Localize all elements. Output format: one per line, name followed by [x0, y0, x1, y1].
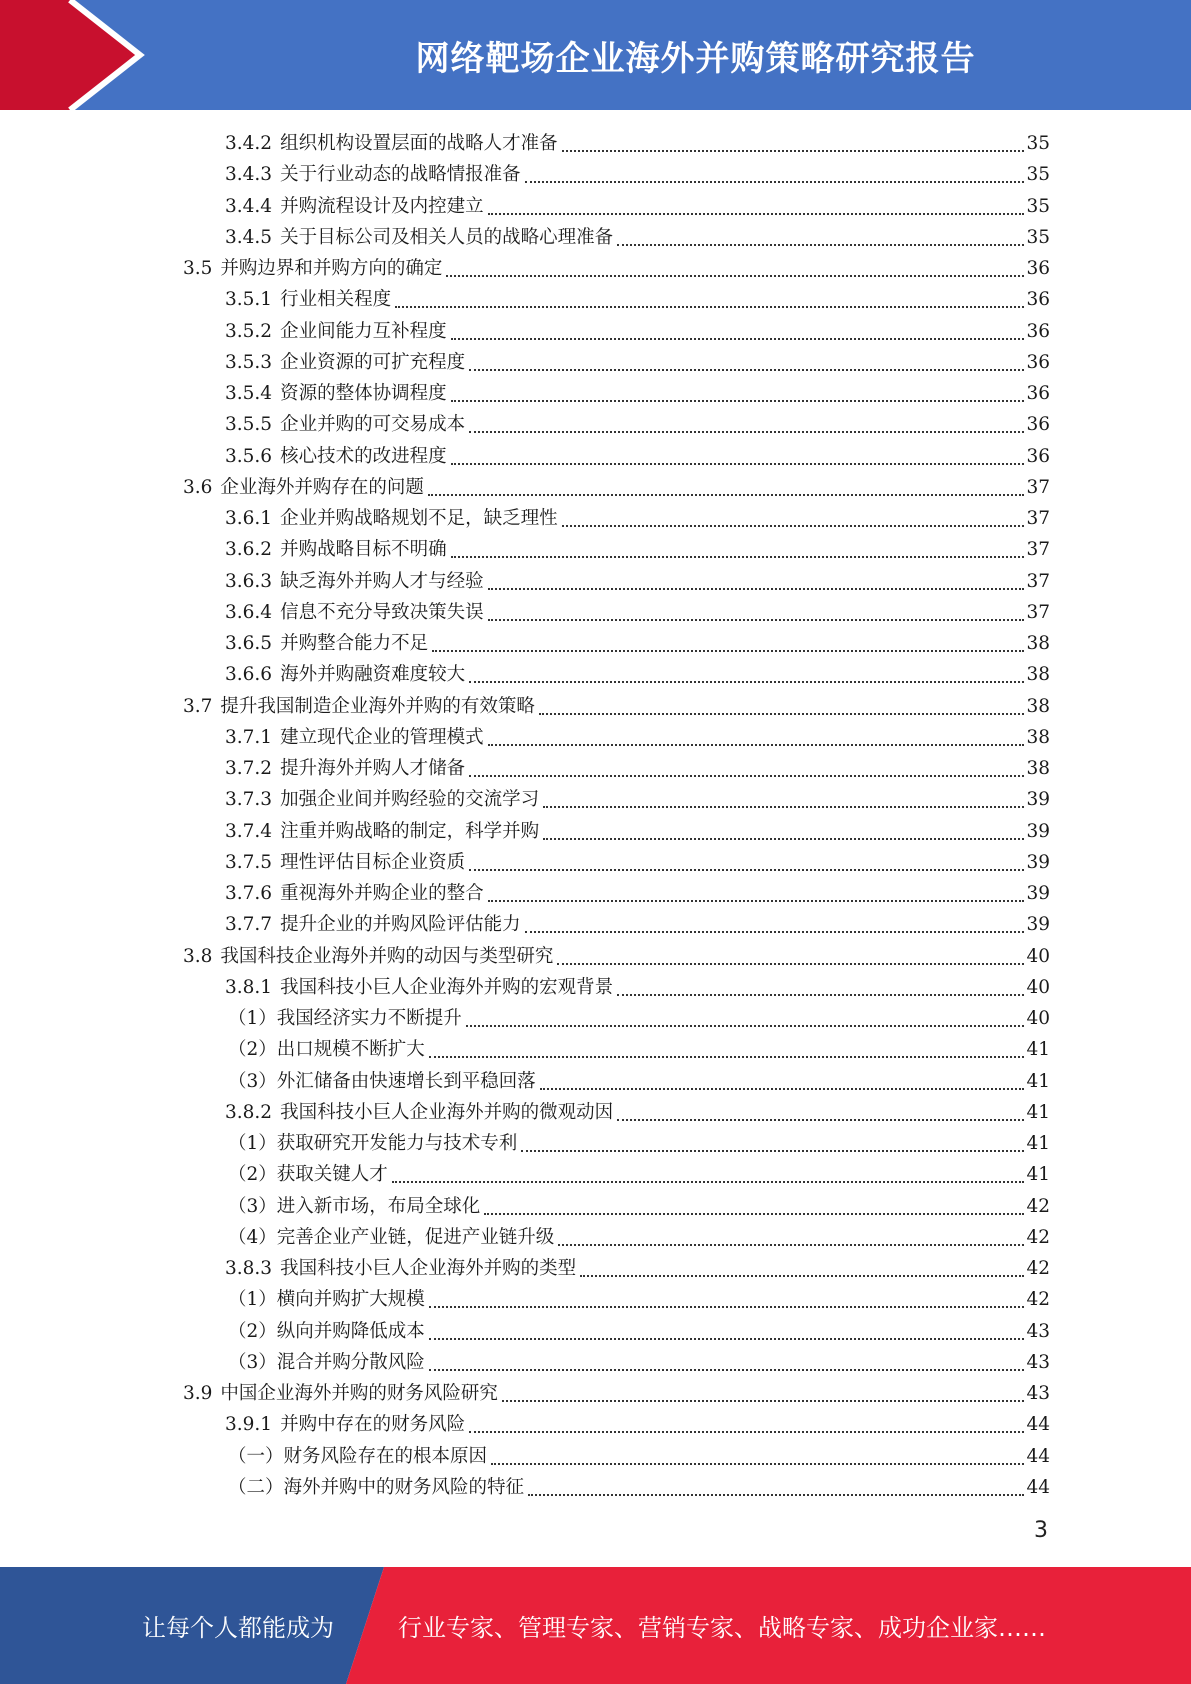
- toc-leader-dots: [525, 180, 1025, 183]
- toc-entry-number: 3.4.4: [225, 195, 273, 217]
- toc-entry-label: 提升海外并购人才储备: [280, 758, 466, 779]
- toc-entry[interactable]: [225, 347, 1050, 378]
- toc-entry[interactable]: [228, 1159, 1050, 1190]
- toc-leader-dots: [469, 868, 1024, 871]
- toc-entry-page: 41: [1026, 1039, 1050, 1061]
- toc-leader-dots: [528, 1493, 1024, 1496]
- toc-entry-page: 39: [1026, 789, 1050, 811]
- toc-entry-number: （一）: [228, 1445, 284, 1467]
- toc-entry[interactable]: [225, 628, 1050, 659]
- toc-entry[interactable]: [225, 972, 1050, 1003]
- toc-entry-page: 43: [1026, 1383, 1050, 1404]
- toc-leader-dots: [491, 1462, 1024, 1465]
- toc-entry-page: 39: [1026, 851, 1050, 873]
- toc-leader-dots: [428, 493, 1025, 496]
- toc-entry[interactable]: [225, 316, 1050, 347]
- toc-entry[interactable]: [228, 1284, 1050, 1315]
- toc-entry[interactable]: [225, 128, 1050, 159]
- toc-entry-page: 38: [1026, 695, 1050, 717]
- toc-entry-number: 3.5: [183, 258, 213, 279]
- toc-entry-label: 横向并购扩大规模: [276, 1289, 425, 1311]
- toc-leader-dots: [502, 1399, 1025, 1402]
- toc-entry-page: 38: [1026, 758, 1050, 779]
- toc-entry-label: 财务风险存在的根本原因: [283, 1445, 488, 1467]
- toc-entry-number: 3.7: [183, 695, 213, 717]
- toc-leader-dots: [429, 1368, 1025, 1371]
- toc-entry[interactable]: [225, 816, 1050, 847]
- toc-entry[interactable]: [225, 222, 1050, 253]
- toc-entry-number: 3.7.5: [225, 851, 273, 873]
- toc-entry[interactable]: [225, 847, 1050, 878]
- toc-entry[interactable]: [228, 1347, 1050, 1378]
- toc-entry-label: 提升企业的并购风险评估能力: [280, 914, 521, 936]
- toc-entry-label: 关于行业动态的战略情报准备: [280, 164, 521, 186]
- toc-entry-label: 混合并购分散风险: [276, 1351, 425, 1373]
- toc-entry-label: 信息不充分导致决策失误: [280, 601, 484, 623]
- toc-entry-label: 核心技术的改进程度: [280, 445, 447, 467]
- toc-entry-page: 40: [1026, 1008, 1050, 1029]
- toc-leader-dots: [429, 1337, 1025, 1340]
- toc-entry-label: 纵向并购降低成本: [276, 1320, 425, 1342]
- toc-entry-number: 3.7.7: [225, 914, 273, 936]
- toc-entry-page: 40: [1026, 976, 1050, 998]
- toc-entry[interactable]: [225, 378, 1050, 409]
- toc-entry-number: 3.4.3: [225, 164, 273, 186]
- toc-entry-number: （3）: [228, 1351, 277, 1373]
- toc-entry-label: 并购整合能力不足: [280, 633, 429, 654]
- toc-entry-label: 企业并购战略规划不足，缺乏理性: [280, 508, 558, 529]
- toc-entry-page: 41: [1026, 1101, 1050, 1123]
- toc-entry[interactable]: [225, 191, 1050, 222]
- toc-entry-number: （3）: [228, 1195, 277, 1217]
- toc-entry-page: 37: [1026, 539, 1050, 561]
- toc-leader-dots: [617, 993, 1024, 996]
- toc-entry-page: 42: [1026, 1195, 1050, 1217]
- toc-entry[interactable]: [225, 784, 1050, 815]
- toc-entry-label: 注重并购战略的制定，科学并购: [280, 820, 540, 842]
- toc-leader-dots: [488, 743, 1025, 746]
- toc-leader-dots: [562, 149, 1025, 152]
- toc-leader-dots: [540, 1087, 1025, 1090]
- toc-leader-dots: [543, 805, 1024, 808]
- toc-entry-page: 43: [1026, 1351, 1050, 1373]
- toc-entry-number: 3.9: [183, 1383, 213, 1404]
- toc-entry-number: 3.7.2: [225, 758, 273, 779]
- toc-entry[interactable]: [228, 1441, 1050, 1472]
- toc-entry[interactable]: [228, 1034, 1050, 1065]
- toc-entry-number: 3.5.4: [225, 383, 273, 404]
- toc-leader-dots: [451, 462, 1025, 465]
- toc-entry[interactable]: [225, 597, 1050, 628]
- toc-leader-dots: [432, 649, 1024, 652]
- toc-leader-dots: [451, 337, 1025, 340]
- toc-entry-number: 3.7.4: [225, 820, 273, 842]
- toc-entry-page: 44: [1026, 1476, 1050, 1498]
- toc-entry[interactable]: [183, 253, 1050, 284]
- toc-entry[interactable]: [225, 1097, 1050, 1128]
- toc-entry[interactable]: [225, 159, 1050, 190]
- toc-entry[interactable]: [228, 1222, 1050, 1253]
- toc-entry[interactable]: [225, 534, 1050, 565]
- toc-entry-page: 40: [1026, 945, 1050, 967]
- toc-entry-label: 获取研究开发能力与技术专利: [276, 1133, 518, 1154]
- toc-entry[interactable]: [183, 691, 1050, 722]
- toc-entry-number: 3.6: [183, 476, 213, 498]
- toc-entry[interactable]: [225, 441, 1050, 472]
- toc-entry-label: 提升我国制造企业海外并购的有效策略: [220, 695, 535, 717]
- toc-entry[interactable]: [225, 909, 1050, 940]
- toc-entry[interactable]: [183, 1378, 1050, 1409]
- toc-entry-label: 企业资源的可扩充程度: [280, 351, 466, 373]
- toc-entry-number: 3.5.5: [225, 414, 273, 436]
- footer-slogan-left: 让每个人都能成为: [142, 1614, 334, 1642]
- toc-entry-label: 进入新市场，布局全球化: [276, 1195, 481, 1217]
- toc-leader-dots: [617, 243, 1024, 246]
- toc-entry-number: 3.5.1: [225, 289, 273, 311]
- footer-banner: [0, 1567, 1191, 1684]
- toc-leader-dots: [543, 837, 1024, 840]
- toc-entry-label: 企业并购的可交易成本: [280, 414, 466, 436]
- toc-entry[interactable]: [225, 1409, 1050, 1440]
- toc-leader-dots: [617, 1118, 1024, 1121]
- toc-entry-label: 缺乏海外并购人才与经验: [280, 570, 484, 592]
- toc-entry-page: 39: [1026, 820, 1050, 842]
- toc-entry-page: 41: [1026, 1164, 1050, 1186]
- toc-entry-number: （2）: [228, 1164, 277, 1186]
- chevron-arrow-icon: [0, 0, 160, 110]
- toc-entry[interactable]: [228, 1316, 1050, 1347]
- toc-entry-page: 41: [1026, 1070, 1050, 1092]
- toc-entry-number: （1）: [228, 1008, 277, 1029]
- toc-entry-label: 外汇储备由快速增长到平稳回落: [276, 1070, 536, 1092]
- toc-entry-page: 36: [1026, 351, 1050, 373]
- toc-entry-page: 37: [1026, 508, 1050, 529]
- toc-entry-page: 43: [1026, 1320, 1050, 1342]
- toc-entry-label: 并购边界和并购方向的确定: [220, 258, 443, 279]
- toc-entry-label: 并购流程设计及内控建立: [280, 195, 484, 217]
- toc-entry-page: 42: [1026, 1258, 1050, 1279]
- footer-slogan-right: 行业专家、管理专家、营销专家、战略专家、成功企业家……: [398, 1614, 1046, 1642]
- toc-entry-label: 资源的整体协调程度: [280, 383, 447, 404]
- toc-entry-number: （二）: [228, 1476, 284, 1498]
- toc-entry-label: 海外并购中的财务风险的特征: [283, 1476, 525, 1498]
- toc-entry[interactable]: [225, 1253, 1050, 1284]
- toc-entry[interactable]: [183, 472, 1050, 503]
- toc-entry-label: 我国科技小巨人企业海外并购的宏观背景: [280, 976, 614, 998]
- toc-entry-number: 3.8: [183, 945, 213, 967]
- toc-entry-page: 36: [1026, 258, 1050, 279]
- toc-entry-label: 关于目标公司及相关人员的战略心理准备: [280, 226, 614, 248]
- toc-entry-number: 3.6.2: [225, 539, 273, 561]
- toc-entry-number: 3.7.3: [225, 789, 273, 811]
- toc-entry-label: 海外并购融资难度较大: [280, 664, 466, 686]
- toc-entry-label: 组织机构设置层面的战略人才准备: [280, 133, 558, 154]
- toc-entry[interactable]: [228, 1003, 1050, 1034]
- toc-leader-dots: [429, 1055, 1025, 1058]
- toc-entry-label: 我国科技企业海外并购的动因与类型研究: [220, 945, 554, 967]
- toc-entry-number: 3.7.1: [225, 726, 273, 748]
- toc-entry-label: 我国经济实力不断提升: [276, 1008, 462, 1029]
- toc-entry-page: 35: [1026, 226, 1050, 248]
- toc-entry-number: 3.8.3: [225, 1258, 273, 1279]
- toc-entry-label: 重视海外并购企业的整合: [280, 883, 484, 904]
- toc-entry-label: 获取关键人才: [276, 1164, 388, 1186]
- toc-leader-dots: [488, 899, 1025, 902]
- toc-entry-page: 37: [1026, 476, 1050, 498]
- toc-leader-dots: [451, 399, 1025, 402]
- toc-entry-label: 并购战略目标不明确: [280, 539, 447, 561]
- toc-entry[interactable]: [183, 941, 1050, 972]
- toc-entry-page: 35: [1026, 164, 1050, 186]
- toc-leader-dots: [469, 430, 1024, 433]
- toc-leader-dots: [469, 680, 1024, 683]
- toc-entry[interactable]: [225, 753, 1050, 784]
- toc-entry-page: 38: [1026, 726, 1050, 748]
- toc-entry-number: 3.4.2: [225, 133, 273, 154]
- toc-entry-label: 我国科技小巨人企业海外并购的类型: [280, 1258, 577, 1279]
- toc-entry-number: （1）: [228, 1289, 277, 1311]
- toc-entry-label: 企业海外并购存在的问题: [220, 476, 424, 498]
- toc-entry-page: 36: [1026, 289, 1050, 311]
- toc-leader-dots: [446, 274, 1024, 277]
- toc-leader-dots: [580, 1274, 1024, 1277]
- toc-entry-page: 39: [1026, 883, 1050, 904]
- toc-entry-number: 3.8.2: [225, 1101, 273, 1123]
- toc-leader-dots: [469, 1430, 1024, 1433]
- toc-leader-dots: [521, 1149, 1024, 1152]
- toc-entry-number: 3.5.3: [225, 351, 273, 373]
- toc-entry[interactable]: [225, 409, 1050, 440]
- toc-entry-label: 中国企业海外并购的财务风险研究: [220, 1383, 498, 1404]
- toc-entry-page: 35: [1026, 133, 1050, 154]
- toc-entry[interactable]: [228, 1066, 1050, 1097]
- toc-entry-page: 41: [1026, 1133, 1050, 1154]
- toc-leader-dots: [429, 1305, 1025, 1308]
- toc-leader-dots: [557, 962, 1024, 965]
- toc-entry-label: 建立现代企业的管理模式: [280, 726, 484, 748]
- toc-entry-number: 3.7.6: [225, 883, 273, 904]
- toc-entry-page: 35: [1026, 195, 1050, 217]
- toc-entry-label: 出口规模不断扩大: [276, 1039, 425, 1061]
- toc-entry-number: （1）: [228, 1133, 277, 1154]
- toc-entry[interactable]: [225, 722, 1050, 753]
- toc-entry-page: 36: [1026, 320, 1050, 342]
- toc-leader-dots: [562, 524, 1025, 527]
- toc-entry-number: 3.5.2: [225, 320, 273, 342]
- toc-entry[interactable]: [225, 566, 1050, 597]
- toc-entry-label: 行业相关程度: [280, 289, 392, 311]
- toc-entry-page: 39: [1026, 914, 1050, 936]
- toc-entry-page: 38: [1026, 633, 1050, 654]
- toc-entry-number: 3.6.1: [225, 508, 273, 529]
- header-bar: [0, 0, 1191, 110]
- toc-entry[interactable]: [228, 1128, 1050, 1159]
- toc-entry-number: 3.5.6: [225, 445, 273, 467]
- toc-entry-number: 3.6.3: [225, 570, 273, 592]
- toc-leader-dots: [469, 368, 1024, 371]
- toc-entry-label: 我国科技小巨人企业海外并购的微观动因: [280, 1101, 614, 1123]
- toc-entry[interactable]: [225, 284, 1050, 315]
- toc-entry-page: 36: [1026, 445, 1050, 467]
- toc-entry-page: 37: [1026, 601, 1050, 623]
- toc-leader-dots: [488, 212, 1025, 215]
- toc-entry-page: 36: [1026, 383, 1050, 404]
- toc-leader-dots: [539, 712, 1025, 715]
- toc-entry-number: （2）: [228, 1320, 277, 1342]
- toc-leader-dots: [451, 555, 1025, 558]
- toc-leader-dots: [395, 305, 1024, 308]
- toc-leader-dots: [392, 1180, 1025, 1183]
- toc-entry-number: 3.6.6: [225, 664, 273, 686]
- toc-entry-page: 38: [1026, 664, 1050, 686]
- toc-entry[interactable]: [225, 503, 1050, 534]
- toc-entry[interactable]: [228, 1472, 1050, 1503]
- page-number: 3: [1034, 1518, 1048, 1543]
- toc-entry-number: （4）: [228, 1226, 277, 1248]
- toc-entry-page: 44: [1026, 1445, 1050, 1467]
- toc-entry-label: 企业间能力互补程度: [280, 320, 447, 342]
- toc-entry-number: （3）: [228, 1070, 277, 1092]
- toc-entry-number: 3.9.1: [225, 1414, 273, 1436]
- toc-entry-label: 加强企业间并购经验的交流学习: [280, 789, 540, 811]
- toc-entry-page: 42: [1026, 1226, 1050, 1248]
- toc-leader-dots: [466, 1024, 1025, 1027]
- toc-leader-dots: [469, 774, 1024, 777]
- toc-leader-dots: [488, 618, 1025, 621]
- toc-entry-page: 42: [1026, 1289, 1050, 1311]
- toc-leader-dots: [488, 587, 1025, 590]
- toc-entry-label: 完善企业产业链，促进产业链升级: [276, 1226, 555, 1248]
- toc-entry-number: 3.8.1: [225, 976, 273, 998]
- toc-entry-number: （2）: [228, 1039, 277, 1061]
- toc-entry-number: 3.6.4: [225, 601, 273, 623]
- toc-entry-number: 3.6.5: [225, 633, 273, 654]
- toc-entry-page: 37: [1026, 570, 1050, 592]
- toc-entry-page: 44: [1026, 1414, 1050, 1436]
- toc-entry-page: 36: [1026, 414, 1050, 436]
- toc-entry[interactable]: [228, 1191, 1050, 1222]
- toc-entry[interactable]: [225, 878, 1050, 909]
- toc-entry-label: 理性评估目标企业资质: [280, 851, 466, 873]
- document-title: 网络靶场企业海外并购策略研究报告: [415, 38, 976, 79]
- toc-entry-number: 3.4.5: [225, 226, 273, 248]
- toc-entry-label: 并购中存在的财务风险: [280, 1414, 466, 1436]
- toc-leader-dots: [558, 1243, 1024, 1246]
- toc-entry[interactable]: [225, 659, 1050, 690]
- toc-leader-dots: [525, 930, 1025, 933]
- toc-leader-dots: [484, 1212, 1024, 1215]
